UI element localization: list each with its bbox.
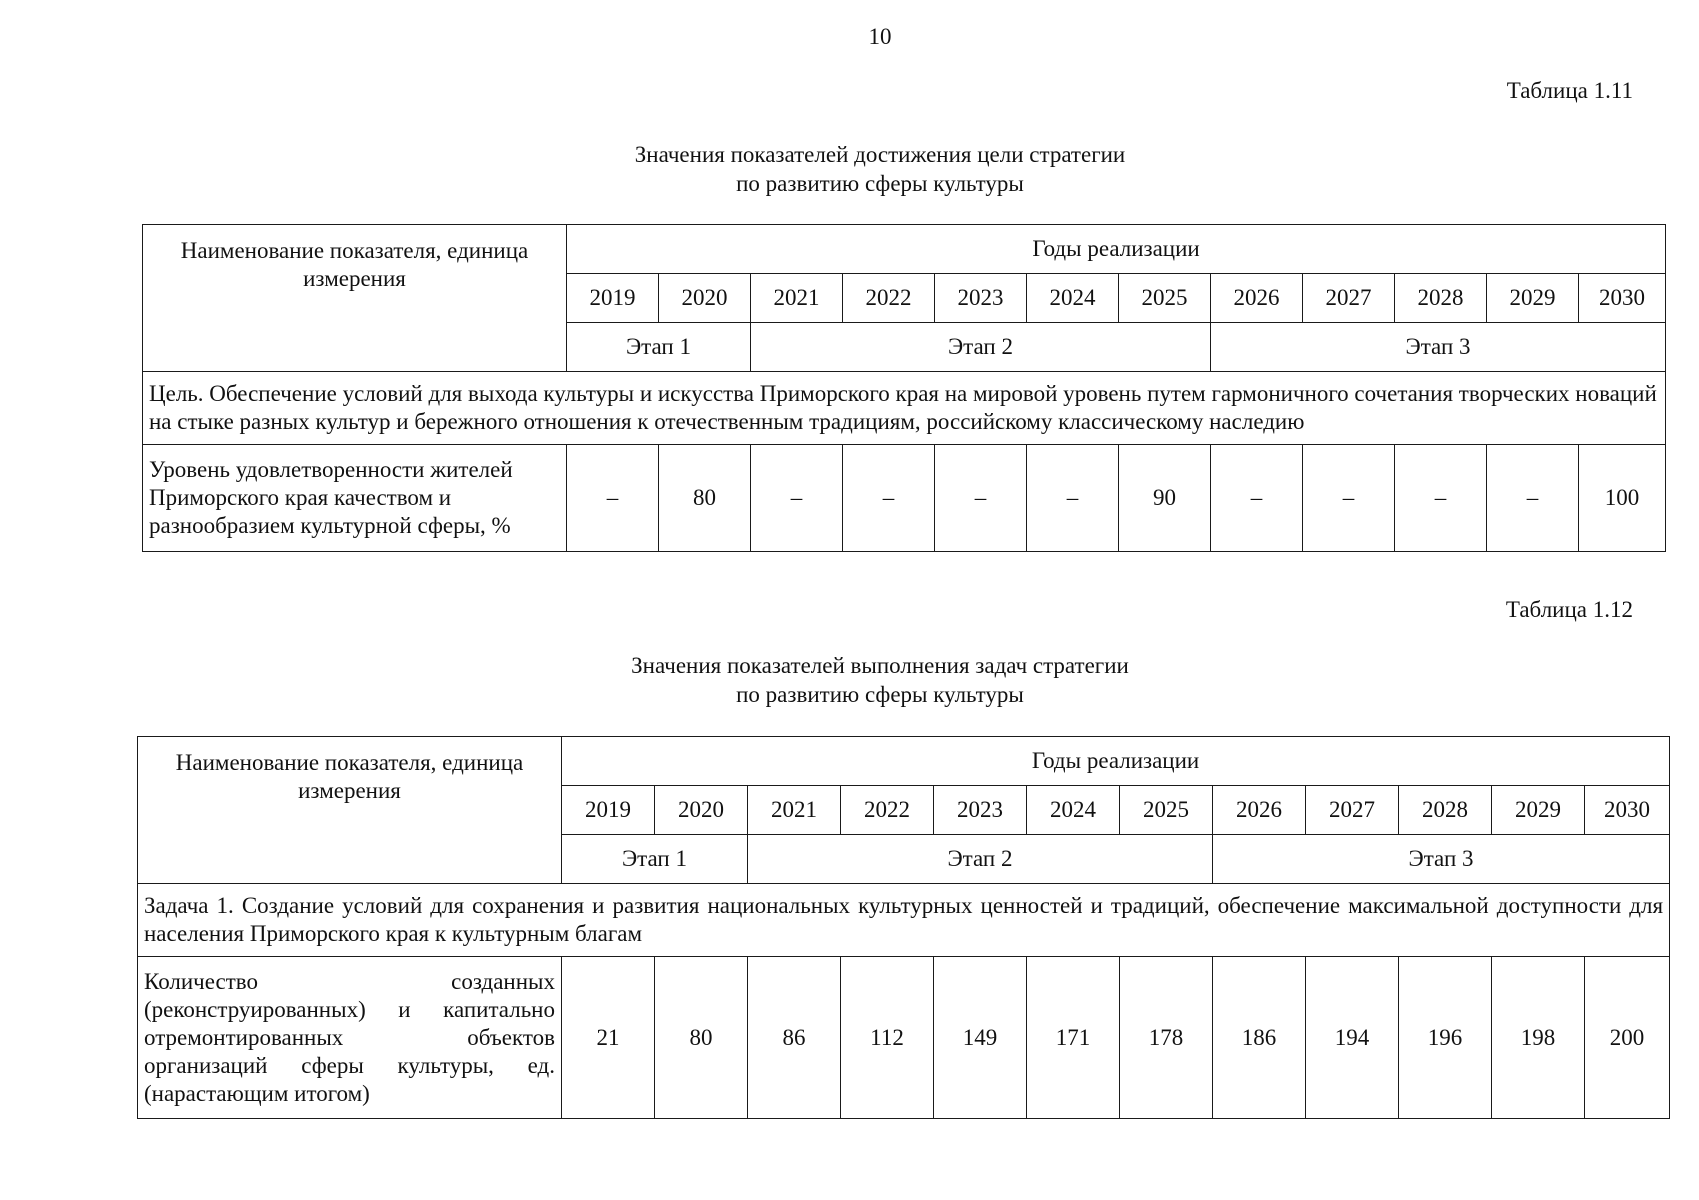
task-row: Задача 1. Создание условий для сохранения и развития национальных культурных ценностей и традиций, обеспечение максимальной доступности для населения Приморского края к культурным благам — [138, 884, 1670, 957]
caption-line: Значения показателей достижения цели стратегии — [634, 142, 1126, 167]
year-cell: 2027 — [1306, 786, 1399, 835]
indicator-table — [137, 736, 1670, 1119]
value-cell: 198 — [1492, 957, 1585, 1119]
stage-cell: Этап 2 — [748, 835, 1213, 884]
value-cell: – — [843, 445, 935, 552]
year-cell: 2019 — [567, 274, 659, 323]
year-cell: 2025 — [1119, 274, 1211, 323]
value-cell: 186 — [1213, 957, 1306, 1119]
table-caption — [0, 140, 1699, 198]
indicator-table — [142, 224, 1666, 552]
stage-cell: Этап 3 — [1211, 323, 1666, 372]
value-cell: 149 — [934, 957, 1027, 1119]
year-cell: 2020 — [659, 274, 751, 323]
value-cell: 194 — [1306, 957, 1399, 1119]
value-cell: – — [751, 445, 843, 552]
value-cell: – — [1211, 445, 1303, 552]
indicator-name: Количество созданных (реконструированных) и капитально отремонтированных объектов организаций сферы культуры, ед. (нарастающим итогом) — [138, 957, 562, 1119]
year-cell: 2020 — [655, 786, 748, 835]
stage-cell: Этап 3 — [1213, 835, 1670, 884]
value-cell: – — [567, 445, 659, 552]
value-cell: 171 — [1027, 957, 1120, 1119]
year-cell: 2024 — [1027, 786, 1120, 835]
indicator-name-header: Наименование показателя, единица измерения — [143, 225, 567, 372]
value-cell: – — [1303, 445, 1395, 552]
year-cell: 2022 — [843, 274, 935, 323]
value-cell: 80 — [659, 445, 751, 552]
caption-line: по развитию сферы культуры — [736, 171, 1024, 196]
year-cell: 2029 — [1492, 786, 1585, 835]
year-cell: 2022 — [841, 786, 934, 835]
value-cell: – — [1027, 445, 1119, 552]
year-cell: 2030 — [1579, 274, 1666, 323]
value-cell: 21 — [562, 957, 655, 1119]
value-cell: 196 — [1399, 957, 1492, 1119]
year-cell: 2026 — [1211, 274, 1303, 323]
value-cell: – — [1487, 445, 1579, 552]
year-cell: 2026 — [1213, 786, 1306, 835]
table-label: Таблица 1.11 — [1506, 78, 1633, 103]
year-cell: 2029 — [1487, 274, 1579, 323]
stage-cell: Этап 2 — [751, 323, 1211, 372]
year-cell: 2023 — [935, 274, 1027, 323]
value-cell: 80 — [655, 957, 748, 1119]
year-cell: 2019 — [562, 786, 655, 835]
goal-row: Цель. Обеспечение условий для выхода культуры и искусства Приморского края на мировой уровень путем гармоничного сочетания творческих новаций на стыке разных культур и бережного отношения к отечественным традициям, российскому классическому наследию — [143, 372, 1666, 445]
value-cell: 112 — [841, 957, 934, 1119]
value-cell: 100 — [1579, 445, 1666, 552]
year-cell: 2021 — [751, 274, 843, 323]
table-label: Таблица 1.12 — [1505, 597, 1633, 622]
year-cell: 2021 — [748, 786, 841, 835]
indicator-name-header: Наименование показателя, единица измерения — [138, 737, 562, 884]
years-header: Годы реализации — [567, 225, 1666, 274]
year-cell: 2030 — [1585, 786, 1670, 835]
years-header: Годы реализации — [562, 737, 1670, 786]
caption-line: Значения показателей выполнения задач стратегии — [631, 653, 1129, 678]
year-cell: 2027 — [1303, 274, 1395, 323]
value-cell: – — [935, 445, 1027, 552]
table-caption — [0, 651, 1699, 709]
year-cell: 2028 — [1399, 786, 1492, 835]
year-cell: 2025 — [1120, 786, 1213, 835]
page-number: 10 — [868, 24, 892, 49]
stage-cell: Этап 1 — [562, 835, 748, 884]
year-cell: 2028 — [1395, 274, 1487, 323]
value-cell: 86 — [748, 957, 841, 1119]
value-cell: 178 — [1120, 957, 1213, 1119]
indicator-name: Уровень удовлетворенности жителей Приморского края качеством и разнообразием культурной сферы, % — [143, 445, 567, 552]
value-cell: 200 — [1585, 957, 1670, 1119]
stage-cell: Этап 1 — [567, 323, 751, 372]
year-cell: 2024 — [1027, 274, 1119, 323]
year-cell: 2023 — [934, 786, 1027, 835]
caption-line: по развитию сферы культуры — [736, 682, 1024, 707]
value-cell: – — [1395, 445, 1487, 552]
value-cell: 90 — [1119, 445, 1211, 552]
